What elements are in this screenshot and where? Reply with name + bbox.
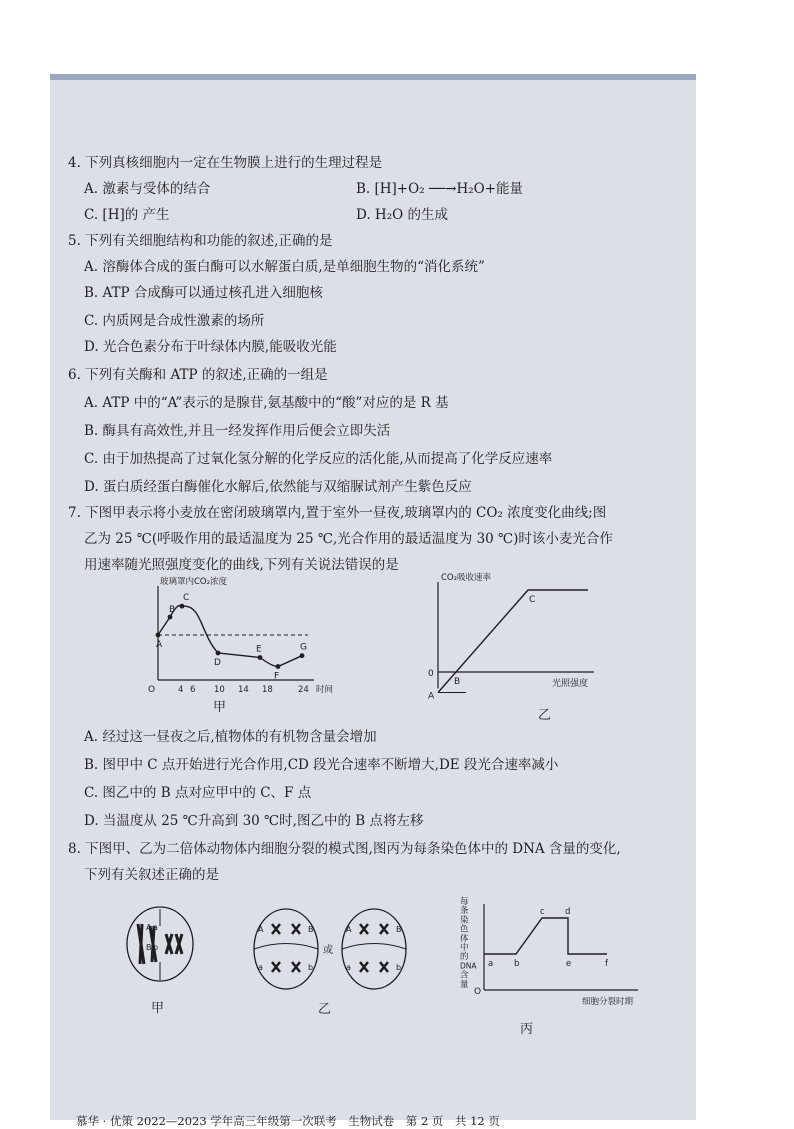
q5-option-a: A. 溶酶体合成的蛋白酶可以水解蛋白质,是单细胞生物的“消化系统” <box>84 259 485 275</box>
yi-axes <box>438 582 594 689</box>
jia-point <box>300 653 305 658</box>
jia-point <box>168 615 173 620</box>
bing-point-label: b <box>514 959 520 969</box>
jia-x-label: 时间 <box>316 685 334 695</box>
cell-yi-left-membrane <box>254 909 318 989</box>
q7-option-b: B. 图甲中 C 点开始进行光合作用,CD 段光合速率不断增大,DE 段光合速率减小 <box>84 757 559 773</box>
jia-point <box>180 604 185 609</box>
q6-option-d: D. 蛋白质经蛋白酶催化水解后,依然能与双缩脲试剂产生紫色反应 <box>84 479 472 495</box>
q6-stem: 6. 下列有关酶和 ATP 的叙述,正确的一组是 <box>68 367 328 383</box>
yi-marks <box>438 590 588 693</box>
bing-series-line <box>484 918 607 954</box>
cell-jia-label-A: A <box>146 923 152 932</box>
jia-point-label: D <box>214 658 221 668</box>
yi-series-line <box>438 590 588 693</box>
bing-y-label-char: DNA <box>460 961 477 971</box>
bing-origin-label: O <box>474 987 482 997</box>
cell-yi-right-label-B: B <box>396 925 402 934</box>
jia-point-label: F <box>274 671 280 682</box>
chart-bing <box>448 894 648 1012</box>
cell-jia-chromosome-1 <box>138 924 144 964</box>
jia-point-label: E <box>256 644 262 655</box>
cell-yi-left-furrow <box>254 944 318 950</box>
cell-yi-right-label-A: A <box>346 925 352 934</box>
jia-series-line <box>158 605 302 666</box>
q4-stem: 4. 下列真核细胞内一定在生物膜上进行的生理过程是 <box>68 155 383 171</box>
q5-option-c: C. 内质网是合成性激素的场所 <box>84 313 265 329</box>
jia-point-label: C <box>183 593 190 604</box>
yi-point-label: A <box>428 691 435 702</box>
bing-y-label-char: 染 <box>460 915 469 926</box>
q6-option-b: B. 酶具有高效性,并且一经发挥作用后便会立即失活 <box>84 423 391 439</box>
bing-y-label-char: 体 <box>460 933 469 944</box>
q5-option-d: D. 光合色素分布于叶绿体内膜,能吸收光能 <box>84 339 337 355</box>
cell-jia-label-a: a <box>153 923 158 932</box>
jia-point <box>258 655 263 660</box>
bing-y-label-char: 含 <box>460 970 469 981</box>
jia-x-tick-label: 24 <box>298 685 309 695</box>
q7-option-c: C. 图乙中的 B 点对应甲中的 C、F 点 <box>84 785 312 801</box>
bing-point-label: d <box>565 907 571 917</box>
q7-stem-line2: 乙为 25 ℃(呼吸作用的最适温度为 25 ℃,光合作用的最适温度为 30 ℃)时该小麦光合作 <box>84 531 613 547</box>
jia-x-tick-label: 18 <box>262 685 273 695</box>
cell-diagram-yi-caption: 乙 <box>318 1002 332 1017</box>
jia-point-label: B <box>169 605 176 615</box>
cell-yi-left-chrom-top <box>272 924 300 934</box>
yi-y-label: CO₂吸收速率 <box>441 573 492 583</box>
q7-stem-line3: 用速率随光照强度变化的曲线,下列有关说法错误的是 <box>84 557 399 573</box>
exam-content <box>50 74 696 1128</box>
yi-origin-label: 0 <box>428 669 434 679</box>
chart-bing-caption: 丙 <box>520 1022 534 1037</box>
chart-yi-caption: 乙 <box>538 708 552 723</box>
bing-point-label: f <box>605 959 608 969</box>
bing-y-label-char: 条 <box>460 906 469 917</box>
jia-y-label: 玻璃罩内CO₂浓度 <box>160 577 228 587</box>
bing-y-label-char: 每 <box>460 897 469 907</box>
cell-yi-right-label-a: a <box>346 963 351 972</box>
bing-y-label-char: 中 <box>460 943 469 953</box>
bing-y-label-char: 量 <box>460 979 469 990</box>
jia-point-label: A <box>156 640 163 650</box>
cell-diagram-jia-caption: 甲 <box>151 1001 165 1016</box>
cell-yi-left-label-B: B <box>308 925 314 934</box>
yi-point-label: C <box>529 595 536 605</box>
q7-option-a: A. 经过这一昼夜之后,植物体的有机物含量会增加 <box>84 729 377 745</box>
q7-option-d: D. 当温度从 25 ℃升高到 30 ℃时,图乙中的 B 点将左移 <box>84 813 424 829</box>
bing-axes <box>484 904 638 990</box>
jia-point <box>156 633 161 638</box>
cell-yi-right-chrom-top <box>360 924 388 934</box>
cell-yi-or-text: 或 <box>323 945 333 956</box>
page-footer: 慕华 · 优策 2022—2023 学年高三年级第一次联考 生物试卷 第 2 页 共 12 页 <box>76 1114 500 1128</box>
cell-yi-left-label-a: a <box>258 963 263 972</box>
bing-point-label: e <box>566 959 572 969</box>
cell-yi-left-chrom-bottom <box>272 962 300 972</box>
jia-x-tick-label: 10 <box>214 685 225 695</box>
cell-yi-right-chrom-bottom <box>360 962 388 972</box>
cell-yi-right-label-b: b <box>396 963 402 972</box>
cell-jia-chromosome-4 <box>176 934 182 954</box>
bing-y-label-char: 色 <box>460 924 469 935</box>
jia-x-tick-label: 6 <box>190 685 196 695</box>
cell-jia-label-b: b <box>153 943 159 952</box>
q4-option-b: B. [H]+O₂ ──→H₂O+能量 <box>356 181 524 197</box>
q5-stem: 5. 下列有关细胞结构和功能的叙述,正确的是 <box>68 233 333 249</box>
chart-jia-caption: 甲 <box>213 700 227 715</box>
bing-x-label: 细胞分裂时期 <box>582 997 634 1007</box>
cell-jia-label-B: B <box>146 943 152 952</box>
cell-yi-right-furrow <box>342 944 406 950</box>
q6-option-a: A. ATP 中的“A”表示的是腺苷,氨基酸中的“酸”对应的是 R 基 <box>84 395 449 411</box>
chart-yi <box>418 573 618 712</box>
cell-diagram-yi <box>246 904 416 994</box>
q4-option-c: C. [H]的 产生 <box>84 207 170 223</box>
jia-point <box>276 664 281 669</box>
jia-point-label: G <box>300 642 307 653</box>
q8-stem-line1: 8. 下图甲、乙为二倍体动物体内细胞分裂的模式图,图丙为每条染色体中的 DNA 含量的变化, <box>68 841 621 857</box>
q6-option-c: C. 由于加热提高了过氧化氢分解的化学反应的活化能,从而提高了化学反应速率 <box>84 451 553 467</box>
jia-marks <box>156 604 308 669</box>
bing-point-label: c <box>540 907 545 917</box>
q4-option-d: D. H₂O 的生成 <box>356 207 448 223</box>
jia-x-tick-label: 14 <box>238 685 249 695</box>
yi-point-label: B <box>454 677 461 687</box>
jia-origin-label: O <box>148 685 156 695</box>
cell-diagram-jia <box>120 904 200 994</box>
jia-point <box>216 651 221 656</box>
cell-jia-chromosome-3 <box>166 934 172 954</box>
cell-yi-left-label-A: A <box>258 925 264 934</box>
cell-yi-left-label-b: b <box>308 963 314 972</box>
chart-jia <box>140 577 340 702</box>
q8-stem-line2: 下列有关叙述正确的是 <box>84 867 219 883</box>
jia-axes <box>158 586 314 680</box>
q4-option-a: A. 激素与受体的结合 <box>84 181 211 197</box>
q7-stem-line1: 7. 下图甲表示将小麦放在密闭玻璃罩内,置于室外一昼夜,玻璃罩内的 CO₂ 浓度变化曲线;图 <box>68 505 607 521</box>
yi-x-label: 光照强度 <box>552 679 589 689</box>
exam-paper-sheet <box>50 74 696 1128</box>
cell-yi-right-membrane <box>342 909 406 989</box>
bing-marks <box>484 918 607 954</box>
bing-point-label: a <box>488 959 494 969</box>
yi-labels <box>428 572 588 702</box>
q5-option-b: B. ATP 合成酶可以通过核孔进入细胞核 <box>84 285 323 301</box>
bing-y-label-char: 的 <box>460 952 469 963</box>
jia-x-tick-label: 4 <box>178 685 184 695</box>
